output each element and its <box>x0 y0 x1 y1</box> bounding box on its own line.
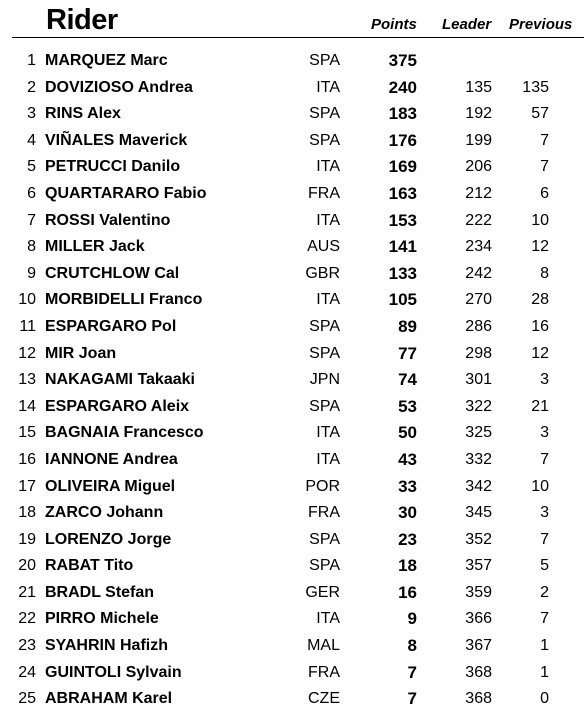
column-header-points: Points <box>371 16 417 33</box>
rider-nationality: FRA <box>308 184 340 202</box>
rider-name: NAKAGAMI Takaaki <box>45 371 195 389</box>
rider-points: 33 <box>398 476 417 496</box>
rider-name: PETRUCCI Danilo <box>45 158 181 176</box>
gap-to-previous: 7 <box>540 158 549 176</box>
rider-position: 19 <box>18 530 36 548</box>
rider-position: 24 <box>18 663 36 681</box>
rider-nationality: ITA <box>316 450 340 468</box>
rider-position: 1 <box>27 52 36 69</box>
rider-nationality: SPA <box>309 131 340 149</box>
gap-to-leader: 206 <box>465 158 492 176</box>
rider-name: MILLER Jack <box>45 238 145 256</box>
rider-nationality: ITA <box>316 211 340 229</box>
gap-to-leader: 352 <box>465 530 492 548</box>
gap-to-previous: 7 <box>540 530 549 548</box>
rider-position: 25 <box>18 690 36 708</box>
rider-nationality: SPA <box>309 344 340 362</box>
rider-name: IANNONE Andrea <box>45 450 178 468</box>
rider-name: PIRRO Michele <box>45 610 159 628</box>
gap-to-previous: 57 <box>531 105 549 123</box>
rider-points: 176 <box>388 130 417 150</box>
column-header-leader: Leader <box>442 16 492 33</box>
rider-name: ZARCO Johann <box>45 504 164 522</box>
gap-to-leader: 222 <box>465 211 492 229</box>
page-title: Rider <box>46 4 118 36</box>
rider-name: CRUTCHLOW Cal <box>45 264 180 282</box>
rider-position: 5 <box>27 158 36 176</box>
gap-to-leader: 199 <box>465 131 492 149</box>
rider-name: GUINTOLI Sylvain <box>45 663 182 681</box>
gap-to-leader: 359 <box>465 583 492 601</box>
gap-to-previous: 28 <box>531 291 549 309</box>
rider-nationality: JPN <box>309 371 340 389</box>
table-row <box>0 48 584 75</box>
rider-points: 77 <box>398 343 417 363</box>
rider-points: 240 <box>388 77 417 97</box>
table-row <box>0 367 584 394</box>
gap-to-previous: 1 <box>540 637 549 655</box>
gap-to-previous: 2 <box>540 583 549 601</box>
gap-to-leader: 325 <box>465 424 492 442</box>
gap-to-leader: 270 <box>465 291 492 309</box>
gap-to-leader: 212 <box>465 184 492 202</box>
rider-position: 4 <box>27 131 36 149</box>
table-row <box>0 527 584 554</box>
rider-points: 16 <box>398 582 417 602</box>
rider-points: 50 <box>398 423 417 443</box>
rider-points: 30 <box>398 503 417 523</box>
table-row <box>0 208 584 235</box>
gap-to-previous: 1 <box>540 663 549 681</box>
gap-to-previous: 12 <box>531 344 549 362</box>
gap-to-leader: 366 <box>465 610 492 628</box>
rider-nationality: MAL <box>307 637 340 655</box>
table-row <box>0 553 584 580</box>
rider-position: 15 <box>18 424 36 442</box>
rider-points: 18 <box>398 556 417 576</box>
table-row <box>0 447 584 474</box>
rider-position: 22 <box>18 610 36 628</box>
rider-nationality: ITA <box>316 424 340 442</box>
gap-to-previous: 0 <box>540 690 549 708</box>
gap-to-leader: 192 <box>465 105 492 123</box>
rider-name: BRADL Stefan <box>45 583 155 601</box>
gap-to-previous: 21 <box>531 397 549 415</box>
rider-name: BAGNAIA Francesco <box>45 424 204 442</box>
table-row <box>0 606 584 633</box>
gap-to-previous: 3 <box>540 504 549 522</box>
rider-nationality: SPA <box>309 105 340 123</box>
rider-name: QUARTARARO Fabio <box>45 184 207 202</box>
gap-to-previous: 3 <box>540 371 549 389</box>
table-row <box>0 686 584 713</box>
header-divider <box>12 37 584 38</box>
table-row <box>0 314 584 341</box>
gap-to-leader: 234 <box>465 238 492 256</box>
rider-nationality: AUS <box>307 238 340 256</box>
rider-position: 10 <box>18 291 36 309</box>
rider-name: DOVIZIOSO Andrea <box>45 78 193 96</box>
gap-to-previous: 10 <box>531 477 549 495</box>
rider-name: RABAT Tito <box>45 557 134 575</box>
table-row <box>0 420 584 447</box>
gap-to-leader: 242 <box>465 264 492 282</box>
rider-name: SYAHRIN Hafizh <box>45 637 168 655</box>
rider-name: ABRAHAM Karel <box>45 690 173 708</box>
table-row <box>0 261 584 288</box>
rider-nationality: GBR <box>305 264 340 282</box>
gap-to-leader: 286 <box>465 317 492 335</box>
rider-name: MARQUEZ Marc <box>45 52 168 69</box>
rider-position: 21 <box>18 583 36 601</box>
rider-position: 3 <box>27 105 36 123</box>
gap-to-leader: 368 <box>465 690 492 708</box>
table-row <box>0 154 584 181</box>
rider-points: 43 <box>398 449 417 469</box>
gap-to-leader: 357 <box>465 557 492 575</box>
rider-points: 89 <box>398 316 417 336</box>
rider-points: 7 <box>407 689 417 709</box>
rider-name: MORBIDELLI Franco <box>45 291 203 309</box>
rider-nationality: FRA <box>308 663 340 681</box>
rider-points: 23 <box>398 529 417 549</box>
gap-to-previous: 12 <box>531 238 549 256</box>
table-row <box>0 181 584 208</box>
rider-points: 169 <box>388 157 417 177</box>
gap-to-leader: 345 <box>465 504 492 522</box>
rider-name: RINS Alex <box>45 105 121 123</box>
rider-points: 163 <box>388 183 417 203</box>
rider-nationality: CZE <box>308 690 340 708</box>
gap-to-leader: 301 <box>465 371 492 389</box>
gap-to-previous: 7 <box>540 610 549 628</box>
table-row <box>0 660 584 687</box>
gap-to-previous: 5 <box>540 557 549 575</box>
rider-position: 17 <box>18 477 36 495</box>
rider-nationality: SPA <box>309 557 340 575</box>
table-row <box>0 101 584 128</box>
gap-to-leader: 332 <box>465 450 492 468</box>
rider-nationality: POR <box>305 477 340 495</box>
rider-name: ESPARGARO Aleix <box>45 397 190 415</box>
rider-nationality: ITA <box>316 158 340 176</box>
rider-nationality: SPA <box>309 317 340 335</box>
gap-to-previous: 16 <box>531 317 549 335</box>
rider-nationality: ITA <box>316 291 340 309</box>
rider-points: 153 <box>388 210 417 230</box>
rider-nationality: SPA <box>309 52 340 69</box>
column-header-previous: Previous <box>509 16 573 33</box>
rider-nationality: ITA <box>316 78 340 96</box>
table-row <box>0 341 584 368</box>
table-row <box>0 394 584 421</box>
rider-nationality: FRA <box>308 504 340 522</box>
gap-to-previous: 135 <box>522 78 549 96</box>
rider-points: 105 <box>388 290 417 310</box>
rider-points: 183 <box>388 104 417 124</box>
rider-position: 14 <box>18 397 36 415</box>
rider-points: 9 <box>407 609 417 629</box>
rider-position: 7 <box>27 211 36 229</box>
gap-to-previous: 10 <box>531 211 549 229</box>
gap-to-previous: 7 <box>540 450 549 468</box>
table-row <box>0 128 584 155</box>
rider-name: VIÑALES Maverick <box>45 131 188 149</box>
rider-points: 53 <box>398 396 417 416</box>
standings-table <box>0 48 584 713</box>
gap-to-leader: 367 <box>465 637 492 655</box>
rider-position: 18 <box>18 504 36 522</box>
gap-to-previous: 6 <box>540 184 549 202</box>
rider-position: 9 <box>27 264 36 282</box>
rider-name: MIR Joan <box>45 344 117 362</box>
rider-position: 2 <box>27 78 36 96</box>
rider-position: 11 <box>19 317 36 335</box>
rider-points: 8 <box>407 636 417 656</box>
rider-nationality: GER <box>305 583 340 601</box>
gap-to-previous: 3 <box>540 424 549 442</box>
table-row <box>0 474 584 501</box>
rider-nationality: SPA <box>309 397 340 415</box>
rider-name: OLIVEIRA Miguel <box>45 477 176 495</box>
gap-to-leader: 368 <box>465 663 492 681</box>
rider-points: 141 <box>388 237 417 257</box>
table-row <box>0 75 584 102</box>
gap-to-leader: 298 <box>465 344 492 362</box>
gap-to-leader: 322 <box>465 397 492 415</box>
rider-points: 74 <box>398 370 417 390</box>
rider-position: 23 <box>18 637 36 655</box>
rider-nationality: ITA <box>316 610 340 628</box>
rider-name: LORENZO Jorge <box>45 530 172 548</box>
rider-position: 12 <box>18 344 36 362</box>
rider-position: 8 <box>27 238 36 256</box>
table-row <box>0 287 584 314</box>
rider-position: 20 <box>18 557 36 575</box>
gap-to-previous: 7 <box>540 131 549 149</box>
rider-position: 13 <box>18 371 36 389</box>
gap-to-leader: 342 <box>465 477 492 495</box>
rider-nationality: SPA <box>309 530 340 548</box>
table-row <box>0 500 584 527</box>
table-row <box>0 580 584 607</box>
table-row <box>0 234 584 261</box>
rider-position: 6 <box>27 184 36 202</box>
rider-points: 375 <box>388 51 417 70</box>
gap-to-previous: 8 <box>540 264 549 282</box>
rider-position: 16 <box>18 450 36 468</box>
rider-name: ESPARGARO Pol <box>45 317 177 335</box>
rider-name: ROSSI Valentino <box>45 211 171 229</box>
gap-to-leader: 135 <box>465 78 492 96</box>
rider-points: 133 <box>388 263 417 283</box>
table-row <box>0 633 584 660</box>
rider-points: 7 <box>407 662 417 682</box>
